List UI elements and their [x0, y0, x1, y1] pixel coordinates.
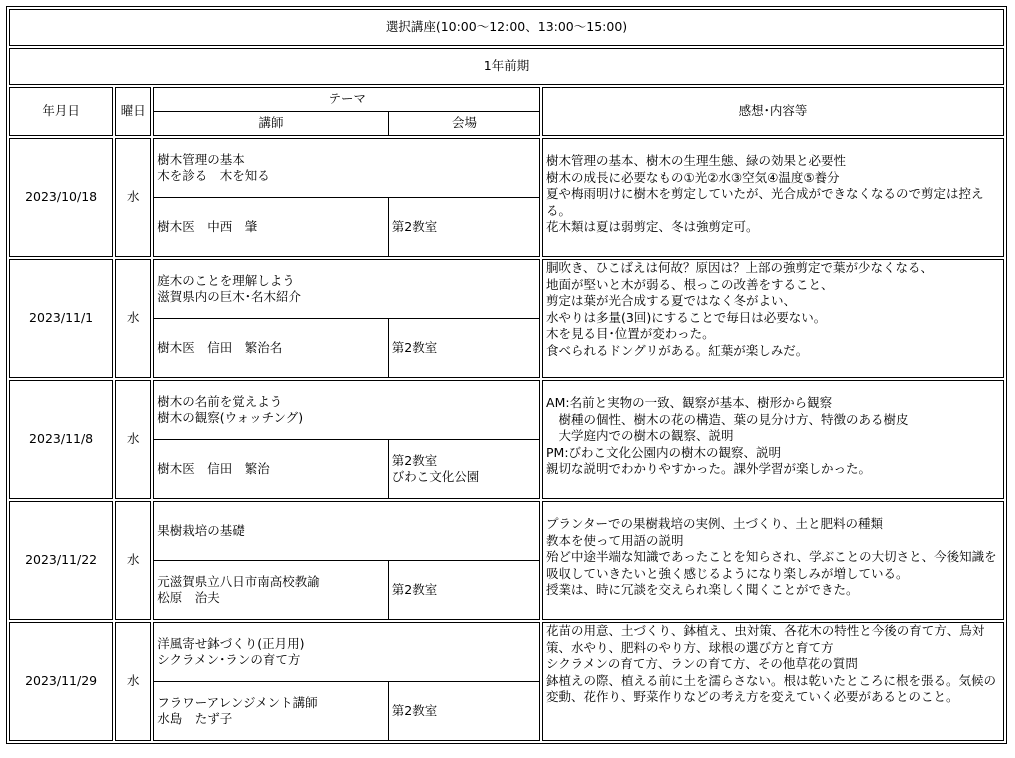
row-lecturer: 樹木医 信田 繁治名 — [157, 339, 283, 355]
row-day: 水 — [115, 138, 151, 257]
row-notes: AM:名前と実物の一致、観察が基本、樹形から観察 樹種の個性、樹木の花の構造、葉の見分け方、特徴のある樹皮 大学庭内での樹木の観察、説明 PM:びわこ文化公園内の樹木の観察、説明 親切な説明でわかりやすかった。課外学習が楽しかった。 — [542, 380, 1004, 499]
row-theme-block — [153, 138, 540, 257]
row-notes: 胴吹き、ひこばえは何故？原因は？上部の強剪定で葉が少なくなる、 地面が堅いと木が弱る、根っこの改善をすること、 剪定は葉が光合成する夏ではなく冬がよい、 水やりは多量(3回)にすることで毎日は必要ない。 木を見る目･位置が変わった。 食べられるドングリがある。紅葉が楽しみだ。 — [542, 259, 1004, 378]
row-day: 水 — [115, 622, 151, 741]
row-theme: 庭木のことを理解しよう 滋賀県内の巨木･名木紹介 — [154, 260, 540, 319]
row-theme-block — [153, 380, 540, 499]
term-label: 1年前期 — [9, 48, 1004, 85]
row-notes: プランターでの果樹栽培の実例、土づくり、土と肥料の種類 教本を使って用語の説明 殆ど中途半端な知識であったことを知らされ、学ぶことの大切さと、今後知識を吸収していきたいと強く感じるようになり楽しみが増している。 授業は、時に冗談を交えられ楽しく聞くことができた。 — [542, 501, 1004, 620]
row-venue: 第2教室 びわこ文化公園 — [388, 440, 540, 499]
row-theme: 洋風寄せ鉢づくり(正月用) シクラメン･ランの育て方 — [154, 623, 540, 682]
row-lecturer: 樹木医 信田 繁治 — [157, 460, 270, 476]
row-lecturer: 樹木医 中西 肇 — [157, 218, 258, 234]
header-notes: 感想･内容等 — [542, 87, 1004, 136]
row-day: 水 — [115, 380, 151, 499]
row-date: 2023/11/1 — [9, 259, 113, 378]
row-venue: 第2教室 — [388, 561, 540, 620]
table-row — [9, 622, 1004, 741]
course-table — [6, 6, 1007, 744]
row-notes: 花苗の用意、土づくり、鉢植え、虫対策、各花木の特性と今後の育て方、鳥対策、水やり、肥料のやり方、球根の選び方と育て方 シクラメンの育て方、ランの育て方、その他草花の質問 鉢植えの際、植える前に土を濡らさない。根は乾いたところに根を張る。気候の変動、花作り、野菜作りなどの考え方を変えていく必要があるとのこと。 — [542, 622, 1004, 741]
row-theme: 樹木の名前を覚えよう 樹木の観察(ウォッチング) — [154, 381, 540, 440]
row-lecturer: 元滋賀県立八日市南高校教諭 松原 治夫 — [157, 573, 320, 605]
header-lecturer: 講師 — [258, 115, 284, 131]
row-theme-block — [153, 259, 540, 378]
header-day: 曜日 — [115, 87, 151, 136]
table-row — [9, 501, 1004, 620]
page-title: 選択講座(10:00～12:00、13:00～15:00) — [9, 9, 1004, 46]
header-venue: 会場 — [388, 112, 540, 136]
header-theme: テーマ — [154, 88, 540, 112]
row-theme: 樹木管理の基本 木を診る 木を知る — [154, 139, 540, 198]
row-venue: 第2教室 — [388, 198, 540, 257]
row-date: 2023/11/8 — [9, 380, 113, 499]
row-lecturer: フラワーアレンジメント講師 水島 たず子 — [157, 694, 318, 726]
row-day: 水 — [115, 501, 151, 620]
row-venue: 第2教室 — [388, 319, 540, 378]
header-theme-group — [153, 87, 540, 136]
row-theme-block — [153, 501, 540, 620]
row-theme-block — [153, 622, 540, 741]
schedule-page — [6, 6, 1007, 744]
table-row — [9, 259, 1004, 378]
header-date: 年月日 — [9, 87, 113, 136]
row-date: 2023/11/29 — [9, 622, 113, 741]
row-theme: 果樹栽培の基礎 — [154, 502, 540, 561]
row-day: 水 — [115, 259, 151, 378]
row-venue: 第2教室 — [388, 682, 540, 741]
table-row — [9, 138, 1004, 257]
row-date: 2023/11/22 — [9, 501, 113, 620]
row-notes: 樹木管理の基本、樹木の生理生態、緑の効果と必要性 樹木の成長に必要なもの①光②水③空気④温度⑤養分 夏や梅雨明けに樹木を剪定していたが、光合成ができなくなるので剪定は控える。 花木類は夏は弱剪定、冬は強剪定可。 — [542, 138, 1004, 257]
table-row — [9, 380, 1004, 499]
row-date: 2023/10/18 — [9, 138, 113, 257]
